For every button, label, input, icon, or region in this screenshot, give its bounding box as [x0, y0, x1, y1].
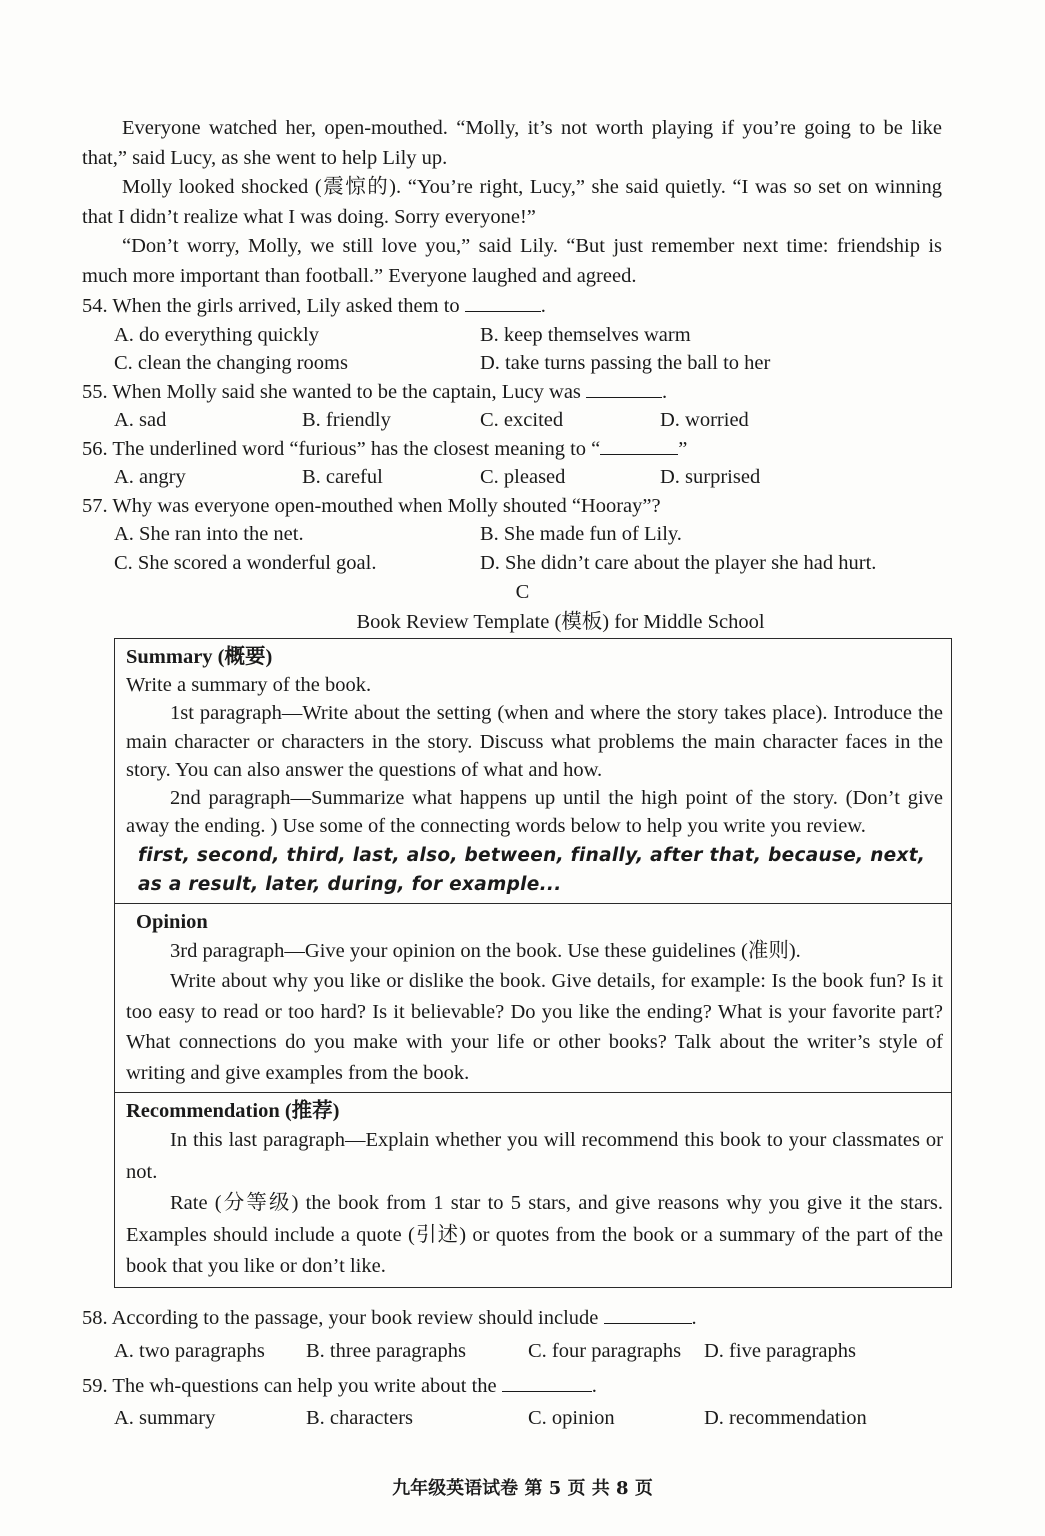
opinion-paragraph-2: Write about why you like or dislike the book. Give details, for example: Is the book fun? Is it too easy to read or too hard? Is it believable? Do you like the ending? What is your favorite part? What connections do you make with your life or other books? Talk about the writer’s style of writing and give examples from the book.: [126, 970, 943, 1084]
questions-54-57: [82, 292, 952, 577]
answer-blank: [604, 1305, 692, 1324]
answer-blank: [600, 436, 678, 455]
option-c: C. clean the changing rooms: [114, 352, 348, 374]
question-stem: 55. When Molly said she wanted to be the captain, Lucy was: [82, 380, 581, 403]
summary-section: [115, 639, 951, 903]
question-55: [82, 378, 952, 435]
story-paragraph: Everyone watched her, open-mouthed. “Molly, it’s not worth playing if you’re going to be like that,” said Lucy, as she went to help Lily up.: [82, 117, 942, 169]
section-title: Book Review Template (模板) for Middle School: [356, 611, 765, 633]
option-d: D. surprised: [660, 466, 761, 488]
question-56: [82, 435, 952, 492]
option-d: D. She didn’t care about the player she had hurt.: [480, 551, 877, 574]
summary-paragraph-2: 2nd paragraph—Summarize what happens up until the high point of the story. (Don’t give away the ending. ) Use some of the connecting words below to help you write you review.: [126, 787, 943, 838]
recommendation-section: [115, 1092, 951, 1287]
question-stem: 57. Why was everyone open-mouthed when Molly shouted “Hooray”?: [82, 494, 661, 517]
question-57: [82, 492, 952, 578]
opinion-paragraph-1: 3rd paragraph—Give your opinion on the book. Use these guidelines (准则).: [170, 939, 801, 962]
option-b: B. friendly: [302, 409, 391, 431]
option-b: B. careful: [302, 466, 383, 488]
question-tail: ”: [678, 437, 688, 460]
story-paragraph: Molly looked shocked (震惊的). “You’re right, Lucy,” she said quietly. “I was so set on winning that I didn’t realize what I was doing. Sorry everyone!”: [82, 176, 942, 228]
page-footer: 九年级英语试卷 第 5 页 共 8 页: [392, 1478, 653, 1499]
option-d: D. recommendation: [704, 1407, 867, 1429]
answer-blank: [586, 379, 662, 398]
summary-heading: Summary (概要): [126, 646, 273, 668]
option-c: C. four paragraphs: [528, 1340, 682, 1362]
question-stem: 54. When the girls arrived, Lily asked them to: [82, 295, 460, 317]
option-c: C. opinion: [528, 1407, 615, 1429]
option-d: D. worried: [660, 409, 749, 431]
option-a: A. She ran into the net.: [114, 523, 304, 545]
answer-blank: [465, 293, 541, 312]
option-d: D. take turns passing the ball to her: [480, 352, 771, 374]
question-stem: 56. The underlined word “furious” has the closest meaning to “: [82, 437, 601, 460]
question-tail: .: [662, 380, 668, 403]
option-b: B. three paragraphs: [306, 1340, 466, 1362]
option-b: B. keep themselves warm: [480, 323, 691, 346]
question-stem: 58. According to the passage, your book review should include: [82, 1307, 599, 1329]
recommendation-heading: Recommendation (推荐): [126, 1100, 340, 1123]
questions-58-59: [82, 1303, 952, 1433]
question-tail: .: [540, 295, 546, 317]
opinion-heading: Opinion: [136, 910, 208, 933]
question-tail: .: [691, 1307, 697, 1329]
option-a: A. two paragraphs: [114, 1340, 265, 1362]
summary-paragraph-1: 1st paragraph—Write about the setting (when and where the story takes place). Introduce the main character or characters in the story. Discuss what problems the main character faces in the story. You can also answer the questions of what and how.: [126, 702, 943, 781]
option-c: C. excited: [480, 409, 564, 431]
option-b: B. characters: [306, 1407, 413, 1429]
option-d: D. five paragraphs: [704, 1340, 856, 1362]
option-a: A. sad: [114, 409, 167, 431]
story-paragraph: “Don’t worry, Molly, we still love you,” said Lily. “But just remember next time: friendship is much more important than football.” Everyone laughed and agreed.: [82, 235, 942, 287]
option-b: B. She made fun of Lily.: [480, 523, 682, 545]
story-passage: [82, 114, 942, 291]
answer-blank: [502, 1373, 592, 1392]
recommendation-paragraph-1: In this last paragraph—Explain whether you will recommend this book to your classmates or not.: [126, 1129, 943, 1183]
question-54: [82, 292, 952, 378]
section-letter: C: [515, 581, 530, 603]
book-review-template-box: [114, 638, 952, 1288]
connecting-words: first, second, third, last, also, between, finally, after that, because, next, as a result, later, during, for example...: [138, 844, 926, 895]
option-c: C. pleased: [480, 466, 566, 488]
question-59: [82, 1369, 952, 1433]
opinion-section: [115, 903, 951, 1093]
question-stem: 59. The wh-questions can help you write about the: [82, 1375, 497, 1397]
question-tail: .: [591, 1375, 597, 1397]
option-a: A. angry: [114, 466, 186, 488]
summary-intro: Write a summary of the book.: [126, 674, 372, 696]
option-c: C. She scored a wonderful goal.: [114, 551, 377, 574]
option-a: A. do everything quickly: [114, 323, 319, 346]
option-a: A. summary: [114, 1407, 216, 1429]
recommendation-paragraph-2: Rate (分等级) the book from 1 star to 5 stars, and give reasons why you give it the stars. Examples should include a quote (引述) or quotes from the book or a summary of the part of the book that you like or don’t like.: [126, 1192, 943, 1278]
question-58: [82, 1303, 952, 1369]
